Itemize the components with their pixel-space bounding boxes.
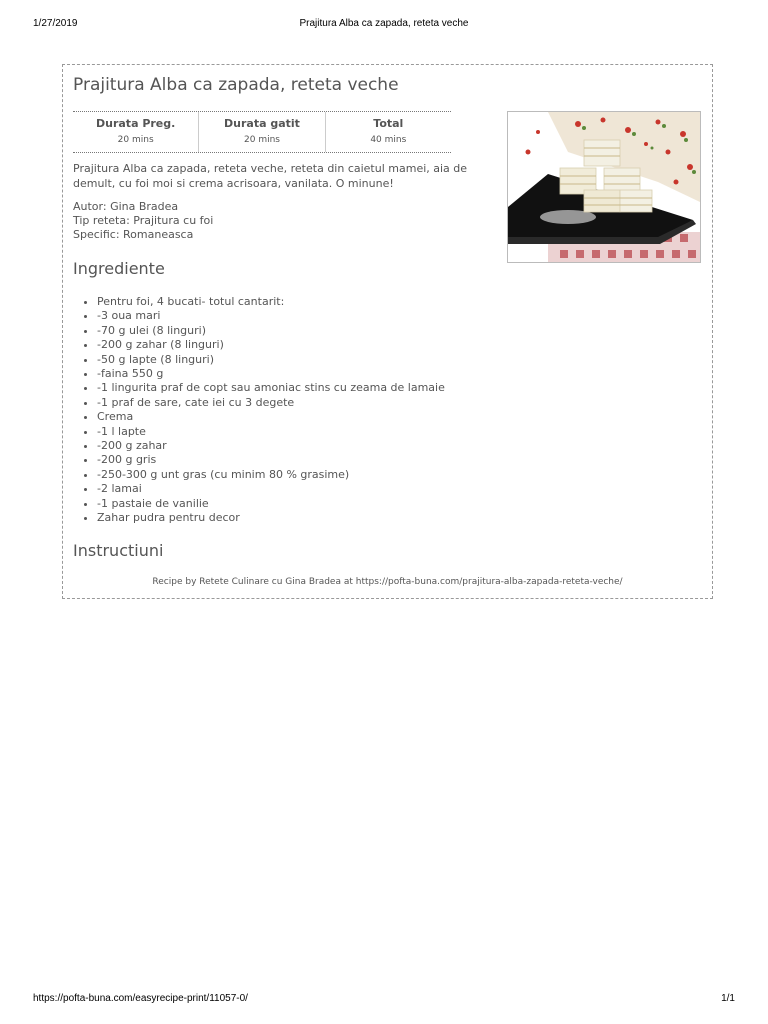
recipe-title: Prajitura Alba ca zapada, reteta veche	[73, 75, 399, 95]
recipe-card	[62, 64, 713, 599]
ingredient-item: • -1 pastaie de vanilie	[97, 497, 445, 511]
recipe-cuisine: Specific: Romaneasca	[73, 228, 194, 241]
instructions-heading: Instructiuni	[73, 541, 164, 560]
ingredient-item: • -200 g gris	[97, 453, 445, 467]
ingredient-item: • -200 g zahar	[97, 439, 445, 453]
cook-time-value: 20 mins	[244, 135, 280, 145]
recipe-photo	[507, 111, 701, 263]
total-time-label: Total	[373, 117, 404, 130]
cook-time	[198, 112, 324, 152]
prep-time-label: Durata Preg.	[96, 117, 176, 130]
print-date: 1/27/2019	[33, 18, 78, 29]
ingredient-item: • -250-300 g unt gras (cu minim 80 % grasime)	[97, 468, 445, 482]
ingredients-list	[73, 295, 445, 526]
recipe-author: Autor: Gina Bradea	[73, 200, 179, 213]
recipe-type: Tip reteta: Prajitura cu foi	[73, 214, 214, 227]
recipe-summary: Prajitura Alba ca zapada, reteta veche, reteta din caietul mamei, aia de demult, cu foi moi si crema acrisoara, vanilata. O minune!	[73, 162, 468, 190]
prep-time	[73, 112, 198, 152]
cake-photo-illustration	[508, 112, 700, 262]
ingredient-item: • Crema	[97, 410, 445, 424]
print-page-title: Prajitura Alba ca zapada, reteta veche	[299, 18, 469, 29]
total-time-value: 40 mins	[370, 135, 407, 145]
total-time	[325, 112, 451, 152]
ingredient-item: • -1 praf de sare, cate iei cu 3 degete	[97, 396, 445, 410]
recipe-credit: Recipe by Retete Culinare cu Gina Bradea at https://pofta-buna.com/prajitura-alba-zapada-reteta-veche/	[152, 577, 623, 587]
recipe-times	[73, 111, 451, 153]
ingredient-item: • -2 lamai	[97, 482, 445, 496]
cook-time-label: Durata gatit	[224, 117, 300, 130]
ingredient-item: • -faina 550 g	[97, 367, 445, 381]
ingredient-item: • -70 g ulei (8 linguri)	[97, 324, 445, 338]
ingredient-item: • -50 g lapte (8 linguri)	[97, 353, 445, 367]
ingredient-item: • -1 lingurita praf de copt sau amoniac stins cu zeama de lamaie	[97, 381, 445, 395]
ingredients-heading: Ingrediente	[73, 259, 165, 278]
ingredient-item: • -3 oua mari	[97, 309, 445, 323]
recipe-meta	[73, 200, 213, 242]
ingredient-item: • Zahar pudra pentru decor	[97, 511, 445, 525]
prep-time-value: 20 mins	[117, 135, 154, 145]
ingredient-item: • Pentru foi, 4 bucati- totul cantarit:	[97, 295, 445, 309]
ingredient-item: • -1 l lapte	[97, 425, 445, 439]
ingredient-item: • -200 g zahar (8 linguri)	[97, 338, 445, 352]
print-footer-url: https://pofta-buna.com/easyrecipe-print/11057-0/	[33, 993, 248, 1004]
print-page-number: 1/1	[721, 993, 735, 1004]
